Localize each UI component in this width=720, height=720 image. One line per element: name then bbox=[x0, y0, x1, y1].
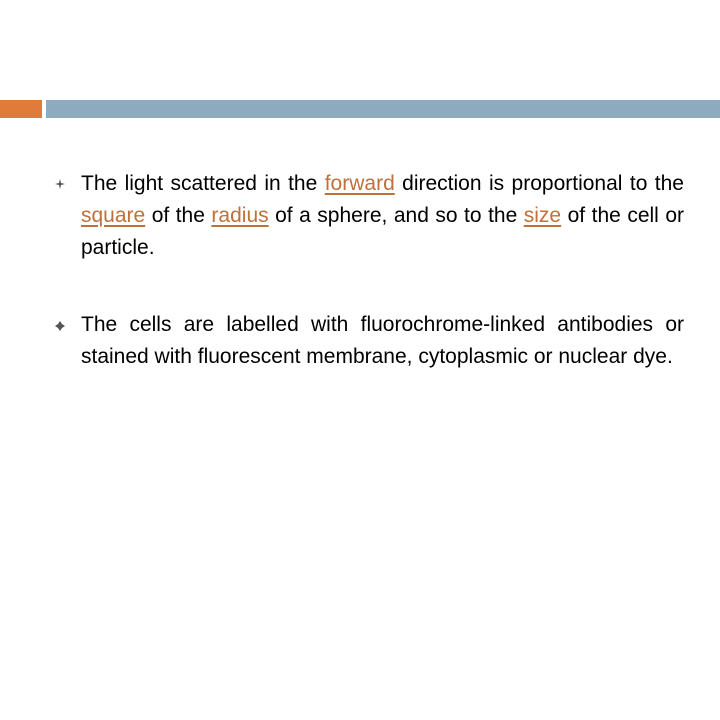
keyword-size: size bbox=[523, 204, 562, 227]
diamond-bullet-icon bbox=[54, 320, 66, 332]
keyword-square: square bbox=[81, 204, 146, 227]
bullet-text-2: The cells are labelled with fluorochrome-linked antibodies or stained with fluorescent membrane, cytoplasmic or nuclear dye. bbox=[81, 313, 684, 368]
header-accent-orange-bar bbox=[0, 100, 42, 118]
diamond-bullet-icon bbox=[54, 178, 66, 190]
keyword-forward: forward bbox=[324, 172, 395, 195]
bullet-text-1: The light scattered in the forward direction is proportional to the square of the radius of a sphere, and so to the size of the cell or particle. bbox=[81, 172, 684, 259]
keyword-radius: radius bbox=[211, 204, 269, 227]
header-accent-blue-bar bbox=[46, 100, 720, 118]
